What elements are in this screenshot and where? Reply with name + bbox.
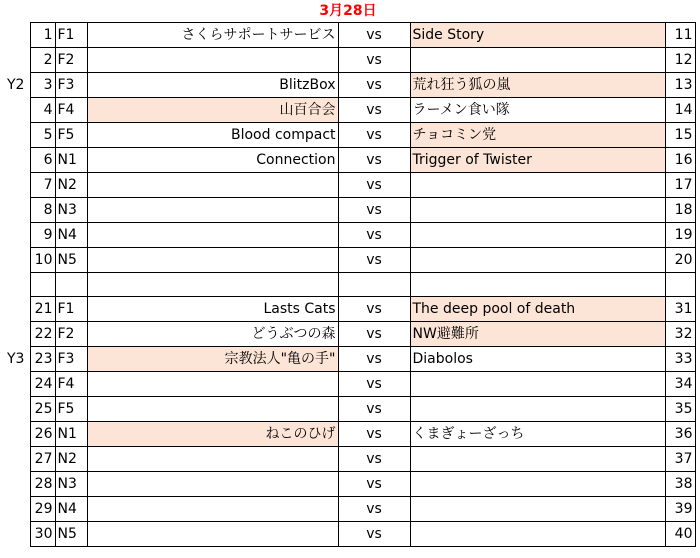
home-team[interactable]: Connection <box>87 148 338 173</box>
division-label[interactable]: N4 <box>55 497 87 522</box>
opponent-number[interactable]: 32 <box>665 322 695 347</box>
away-team[interactable] <box>410 198 665 223</box>
table-row <box>5 347 695 372</box>
division-label[interactable]: N3 <box>55 472 87 497</box>
home-team[interactable] <box>87 248 338 273</box>
table-row <box>5 522 695 547</box>
vs-label[interactable]: vs <box>338 223 410 248</box>
home-team[interactable]: 山百合会 <box>87 98 338 123</box>
home-team[interactable] <box>87 447 338 472</box>
opponent-number[interactable]: 39 <box>665 497 695 522</box>
home-team[interactable] <box>87 173 338 198</box>
match-number[interactable]: 7 <box>30 173 55 198</box>
group-label[interactable] <box>5 297 30 322</box>
away-team[interactable] <box>410 497 665 522</box>
away-team[interactable]: Trigger of Twister <box>410 148 665 173</box>
opponent-number[interactable]: 36 <box>665 422 695 447</box>
match-number[interactable] <box>30 273 55 297</box>
division-label[interactable]: N1 <box>55 422 87 447</box>
group-label[interactable] <box>5 273 30 297</box>
table-row <box>5 48 695 73</box>
table-row <box>5 148 695 173</box>
group-label[interactable] <box>5 148 30 173</box>
table-row <box>5 198 695 223</box>
vs-label[interactable]: vs <box>338 148 410 173</box>
vs-label[interactable]: vs <box>338 347 410 372</box>
division-label[interactable] <box>55 273 87 297</box>
vs-label[interactable]: vs <box>338 372 410 397</box>
division-label[interactable]: F4 <box>55 372 87 397</box>
table-row <box>5 23 695 48</box>
group-label[interactable] <box>5 497 30 522</box>
home-team[interactable] <box>87 198 338 223</box>
sheet-title: 3月28日 <box>319 3 377 19</box>
opponent-number[interactable]: 38 <box>665 472 695 497</box>
spacer-row <box>5 273 695 297</box>
schedule-table <box>5 22 696 547</box>
table-row <box>5 98 695 123</box>
group-label[interactable] <box>5 372 30 397</box>
match-number[interactable]: 9 <box>30 223 55 248</box>
opponent-number[interactable]: 11 <box>665 23 695 48</box>
division-label[interactable]: N5 <box>55 248 87 273</box>
vs-label[interactable]: vs <box>338 173 410 198</box>
home-team[interactable] <box>87 497 338 522</box>
away-team[interactable]: くまぎょーざっち <box>410 422 665 447</box>
group-label[interactable] <box>5 422 30 447</box>
match-number[interactable]: 21 <box>30 297 55 322</box>
table-row <box>5 248 695 273</box>
opponent-number[interactable]: 34 <box>665 372 695 397</box>
away-team[interactable] <box>410 173 665 198</box>
match-number[interactable]: 5 <box>30 123 55 148</box>
group-label[interactable] <box>5 522 30 547</box>
group-label[interactable] <box>5 23 30 48</box>
opponent-number[interactable]: 37 <box>665 447 695 472</box>
home-team[interactable] <box>87 472 338 497</box>
vs-label[interactable]: vs <box>338 98 410 123</box>
division-label[interactable]: N2 <box>55 447 87 472</box>
away-team[interactable]: Side Story <box>410 23 665 48</box>
opponent-number[interactable]: 40 <box>665 522 695 547</box>
home-team[interactable] <box>87 522 338 547</box>
match-number[interactable]: 26 <box>30 422 55 447</box>
home-team[interactable]: さくらサポートサービス <box>87 23 338 48</box>
vs-label[interactable]: vs <box>338 497 410 522</box>
vs-label[interactable]: vs <box>338 522 410 547</box>
table-row <box>5 497 695 522</box>
home-team[interactable] <box>87 48 338 73</box>
match-number[interactable]: 8 <box>30 198 55 223</box>
opponent-number[interactable]: 12 <box>665 48 695 73</box>
away-team[interactable] <box>410 522 665 547</box>
match-number[interactable]: 22 <box>30 322 55 347</box>
match-number[interactable]: 10 <box>30 248 55 273</box>
away-team[interactable] <box>410 447 665 472</box>
group-label[interactable] <box>5 98 30 123</box>
vs-label[interactable]: vs <box>338 248 410 273</box>
group-label[interactable] <box>5 48 30 73</box>
vs-label[interactable]: vs <box>338 322 410 347</box>
group-label[interactable] <box>5 223 30 248</box>
vs-label[interactable]: vs <box>338 447 410 472</box>
opponent-number[interactable]: 17 <box>665 173 695 198</box>
table-row <box>5 447 695 472</box>
table-row <box>5 73 695 98</box>
home-team[interactable]: BlitzBox <box>87 73 338 98</box>
match-number[interactable]: 29 <box>30 497 55 522</box>
table-row <box>5 397 695 422</box>
vs-label[interactable]: vs <box>338 123 410 148</box>
vs-label[interactable]: vs <box>338 48 410 73</box>
vs-label[interactable]: vs <box>338 472 410 497</box>
vs-label[interactable]: vs <box>338 297 410 322</box>
vs-label[interactable]: vs <box>338 73 410 98</box>
division-label[interactable]: F5 <box>55 397 87 422</box>
division-label[interactable]: F1 <box>55 297 87 322</box>
vs-label[interactable]: vs <box>338 23 410 48</box>
division-label[interactable]: N4 <box>55 223 87 248</box>
table-row <box>5 372 695 397</box>
match-number[interactable]: 30 <box>30 522 55 547</box>
division-label[interactable]: F1 <box>55 23 87 48</box>
opponent-number[interactable]: 33 <box>665 347 695 372</box>
group-label[interactable] <box>5 123 30 148</box>
table-row <box>5 173 695 198</box>
group-label[interactable] <box>5 472 30 497</box>
table-row <box>5 123 695 148</box>
division-label[interactable]: F2 <box>55 322 87 347</box>
division-label[interactable]: N3 <box>55 198 87 223</box>
opponent-number[interactable]: 14 <box>665 98 695 123</box>
home-team[interactable]: どうぶつの森 <box>87 322 338 347</box>
group-label[interactable] <box>5 397 30 422</box>
group-label[interactable] <box>5 248 30 273</box>
match-number[interactable]: 2 <box>30 48 55 73</box>
division-label[interactable]: N2 <box>55 173 87 198</box>
vs-label[interactable]: vs <box>338 422 410 447</box>
group-label[interactable] <box>5 173 30 198</box>
away-team[interactable] <box>410 48 665 73</box>
opponent-number[interactable]: 18 <box>665 198 695 223</box>
match-number[interactable]: 6 <box>30 148 55 173</box>
match-number[interactable]: 1 <box>30 23 55 48</box>
away-team[interactable] <box>410 273 665 297</box>
division-label[interactable]: F3 <box>55 73 87 98</box>
opponent-number[interactable]: 15 <box>665 123 695 148</box>
group-label[interactable]: Y3 <box>7 351 25 367</box>
table-row <box>5 322 695 347</box>
home-team[interactable]: Lasts Cats <box>87 297 338 322</box>
away-team[interactable]: NW避難所 <box>410 322 665 347</box>
vs-label[interactable]: vs <box>338 397 410 422</box>
away-team[interactable]: The deep pool of death <box>410 297 665 322</box>
home-team[interactable]: Blood compact <box>87 123 338 148</box>
away-team[interactable] <box>410 223 665 248</box>
home-team[interactable] <box>87 372 338 397</box>
away-team[interactable]: ラーメン食い隊 <box>410 98 665 123</box>
table-row <box>5 422 695 447</box>
division-label[interactable]: F2 <box>55 48 87 73</box>
group-label[interactable] <box>5 322 30 347</box>
vs-label[interactable]: vs <box>338 198 410 223</box>
group-label[interactable] <box>5 198 30 223</box>
table-row <box>5 472 695 497</box>
division-label[interactable]: N5 <box>55 522 87 547</box>
group-label[interactable] <box>5 447 30 472</box>
division-label[interactable]: F3 <box>55 347 87 372</box>
home-team[interactable]: 宗教法人"亀の手" <box>87 347 338 372</box>
vs-label[interactable] <box>338 273 410 297</box>
division-label[interactable]: N1 <box>55 148 87 173</box>
opponent-number[interactable]: 13 <box>665 73 695 98</box>
away-team[interactable] <box>410 397 665 422</box>
match-number[interactable]: 23 <box>30 347 55 372</box>
match-number[interactable]: 28 <box>30 472 55 497</box>
table-row <box>5 297 695 322</box>
match-number[interactable]: 4 <box>30 98 55 123</box>
away-team[interactable]: Diabolos <box>410 347 665 372</box>
opponent-number[interactable]: 19 <box>665 223 695 248</box>
away-team[interactable] <box>410 248 665 273</box>
away-team[interactable]: 荒れ狂う狐の嵐 <box>410 73 665 98</box>
table-row <box>5 223 695 248</box>
opponent-number[interactable]: 31 <box>665 297 695 322</box>
match-number[interactable]: 27 <box>30 447 55 472</box>
away-team[interactable]: チョコミン党 <box>410 123 665 148</box>
home-team[interactable] <box>87 223 338 248</box>
home-team[interactable] <box>87 397 338 422</box>
home-team[interactable]: ねこのひげ <box>87 422 338 447</box>
group-label[interactable]: Y2 <box>7 77 25 93</box>
opponent-number[interactable]: 35 <box>665 397 695 422</box>
away-team[interactable] <box>410 472 665 497</box>
home-team[interactable] <box>87 273 338 297</box>
match-number[interactable]: 25 <box>30 397 55 422</box>
opponent-number[interactable] <box>665 273 695 297</box>
away-team[interactable] <box>410 372 665 397</box>
division-label[interactable]: F5 <box>55 123 87 148</box>
opponent-number[interactable]: 20 <box>665 248 695 273</box>
match-number[interactable]: 24 <box>30 372 55 397</box>
match-number[interactable]: 3 <box>30 73 55 98</box>
division-label[interactable]: F4 <box>55 98 87 123</box>
opponent-number[interactable]: 16 <box>665 148 695 173</box>
